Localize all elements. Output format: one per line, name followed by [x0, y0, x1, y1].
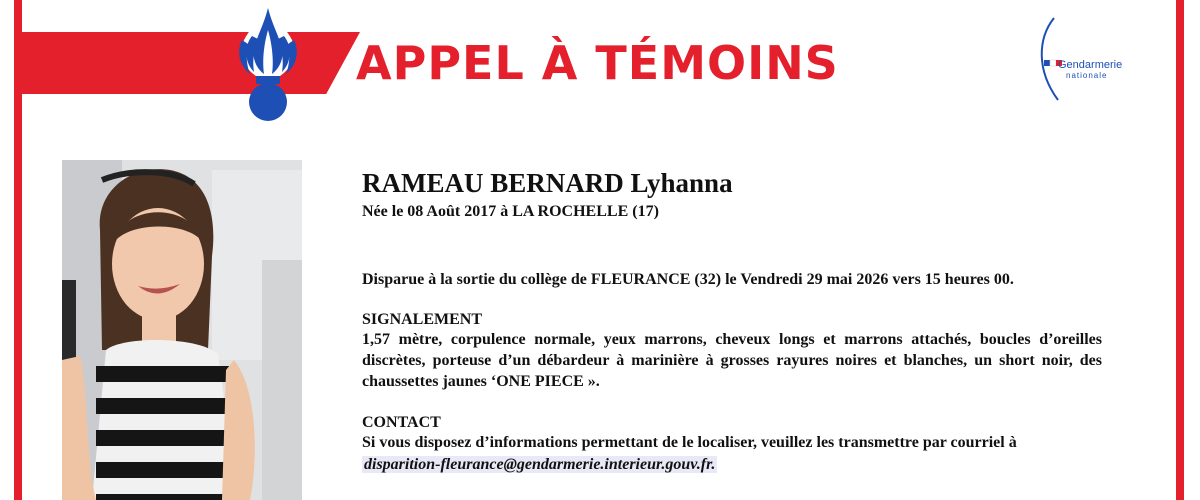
birth-info: Née le 08 Août 2017 à LA ROCHELLE (17) — [362, 203, 659, 221]
left-red-border — [14, 0, 22, 500]
grenade-emblem-icon — [232, 0, 304, 124]
logo-text-nationale: nationale — [1066, 71, 1108, 80]
red-banner — [22, 32, 360, 94]
missing-person-photo — [62, 160, 302, 500]
contact-email-link[interactable]: disparition-fleurance@gendarmerie.interieur.gouv.fr. — [364, 456, 716, 474]
logo-text-gendarmerie: Gendarmerie — [1058, 59, 1123, 71]
person-name: RAMEAU BERNARD Lyhanna — [362, 168, 733, 198]
contact-title: CONTACT — [362, 414, 441, 432]
right-red-border — [1176, 0, 1184, 500]
gendarmerie-logo-icon — [1030, 14, 1150, 106]
disappearance-info: Disparue à la sortie du collège de FLEURANCE (32) le Vendredi 29 mai 2026 vers 15 heures 00. — [362, 271, 1014, 289]
signalement-text: 1,57 mètre, corpulence normale, yeux marrons, cheveux longs et marrons attachés, boucles d’oreilles discrètes, porteuse d’un débardeur à marinière à grosses rayures noires et blanches, un short noir, des chaussettes jaunes ‘ONE PIECE ». — [362, 331, 1102, 390]
signalement-title: SIGNALEMENT — [362, 311, 483, 329]
page-title: APPEL À TÉMOINS — [356, 36, 839, 90]
contact-text: Si vous disposez d’informations permettant de le localiser, veuillez les transmettre par courriel à — [362, 434, 1017, 452]
notice-content — [362, 168, 1102, 476]
